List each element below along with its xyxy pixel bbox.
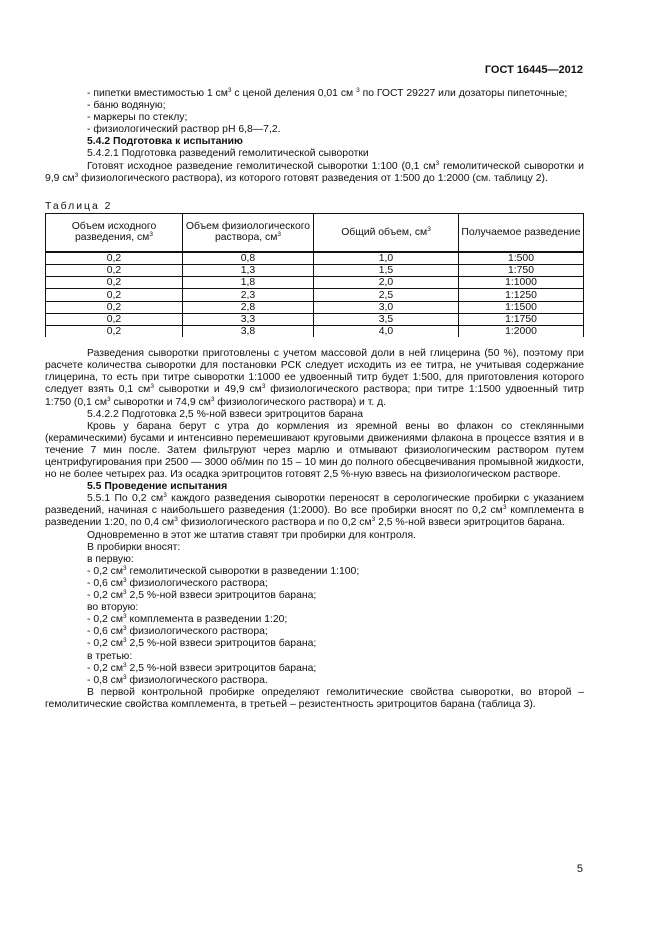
table-cell: 2,8 [183, 301, 314, 313]
table-cell: 3,3 [183, 313, 314, 325]
paragraph: Кровь у барана берут с утра до кормления из яремной вены во флакон со стеклянными (керамическими) бусами и интенсивно перемешивают круговыми движениями флакона в процессе взятия и в течение 7 мин после. Затем фильтруют через марлю и отмывают физиологическим раствором путем центрифугирования при 2500 — 3000 об/мин по 15 – 10 мин до полного обесцвечивания промывной жидкости, но не более четырех раз. Из осадка эритроцитов готовят 2,5 %-ную взвесь на физиологическом растворе. [45, 420, 584, 481]
table-header: Объем физиологического раствора, $см^3$ [183, 213, 314, 252]
table-cell: 1:1750 [459, 313, 584, 325]
list-item: - 0,2 $см^3$ гемолитической сыворотки в разведении 1:100; [87, 564, 360, 577]
table-cell: 0,2 [46, 325, 183, 337]
list-item: - 0,8 $см^3$ физиологического раствора. [87, 673, 268, 686]
list-item: - 0,6 $см^3$ физиологического раствора; [87, 576, 268, 589]
list-item: - 0,2 $см^3$ 2,5 %-ной взвеси эритроцитов барана; [87, 661, 317, 674]
table-cell: 0,2 [46, 265, 183, 277]
table-cell: 2,3 [183, 289, 314, 301]
table-header: Общий объем, $см^3$ [314, 213, 459, 252]
table-cell: 1,5 [314, 265, 459, 277]
table-cell: 1,3 [183, 265, 314, 277]
table-cell: 0,2 [46, 301, 183, 313]
subsection-heading: 5.4.2.2 Подготовка 2,5 %-ной взвеси эритроцитов барана [87, 408, 364, 420]
list-item: - физиологический раствор рН 6,8—7,2. [87, 124, 281, 136]
list-label: во вторую: [87, 602, 139, 614]
table-cell: 4,0 [314, 325, 459, 337]
table-cell: 0,8 [183, 252, 314, 265]
table-cell: 1:2000 [459, 325, 584, 337]
table-cell: 1:1000 [459, 277, 584, 289]
paragraph: В первой контрольной пробирке определяют гемолитические свойства сыворотки, во второй – гемолитические свойства комплемента, в третьей – резистентность эритроцитов барана (таблица 3). [45, 686, 584, 710]
table-cell: 3,0 [314, 301, 459, 313]
table-cell: 1,8 [183, 277, 314, 289]
table-cell: 1:1500 [459, 301, 584, 313]
table-row [46, 313, 584, 325]
table-caption: Таблица 2 [45, 200, 113, 212]
table-cell: 1:500 [459, 252, 584, 265]
table-cell: 1,0 [314, 252, 459, 265]
list-item: - баню водяную; [87, 100, 166, 112]
list-item: - 0,2 $см^3$ комплемента в разведении 1:20; [87, 613, 288, 626]
list-item: - 0,2 $см^3$ 2,5 %-ной взвеси эритроцитов барана; [87, 637, 317, 650]
list-item: - пипетки вместимостью 1 $см^3$ с ценой деления 0,01 см $^3$ по ГОСТ 29227 или дозаторы пипеточные; [87, 87, 568, 99]
list-label: в первую: [87, 553, 134, 565]
table-cell: 2,5 [314, 289, 459, 301]
list-item: - 0,2 $см^3$ 2,5 %-ной взвеси эритроцитов барана; [87, 589, 317, 602]
table-row [46, 289, 584, 301]
table-header: Объем исходного разведения, $см^3$ [46, 213, 183, 252]
document-body [45, 88, 584, 711]
paragraph: 5.5.1 По 0,2 $см^3$ каждого разведения сыворотки переносят в серологические пробирки с указанием разведений, начиная с наибольшего разведения (1:2000). Во все пробирки вносят по 0,2 $см^3$ комплемента в разведении 1:20, по 0,4 $см^3$ физиологического раствора и по 0,2 $см^3$ 2,5 %-ной взвеси эритроцитов барана. [45, 492, 584, 529]
subsection-heading: 5.4.2.1 Подготовка разведений гемолитической сыворотки [87, 148, 369, 160]
paragraph: В пробирки вносят: [87, 541, 181, 553]
list-item: - 0,6 $см^3$ физиологического раствора; [87, 625, 268, 638]
table-header: Получаемое разведение [459, 213, 584, 252]
paragraph: Одновременно в этот же штатив ставят три пробирки для контроля. [87, 529, 416, 541]
dilution-table [45, 213, 584, 337]
section-heading: 5.4.2 Подготовка к испытанию [87, 136, 243, 148]
document-header: ГОСТ 16445—2012 [484, 64, 583, 76]
table-cell: 2,0 [314, 277, 459, 289]
table-cell: 0,2 [46, 289, 183, 301]
table-cell: 3,8 [183, 325, 314, 337]
section-heading: 5.5 Проведение испытания [87, 481, 228, 493]
table-cell: 0,2 [46, 252, 183, 265]
table-row [46, 325, 584, 337]
list-label: в третью: [87, 650, 133, 662]
table-row [46, 265, 584, 277]
paragraph: Разведения сыворотки приготовлены с учетом массовой доли в ней глицерина (50 %), поэтому при расчете количества сыворотки для постановки РСК следует исходить из ее титра, не учитывая содержание глицерина, то есть при титре сыворотки 1:1000 ее удвоенный титр будет 1:500, для приготовления которого следует взять 0,1 $см^3$ сыворотки и 49,9 $см^3$ физиологического раствора; при титре 1:1500 удвоенный титр 1:750 (0,1 $см^3$ сыворотки и 74,9 $см^3$ физиологического раствора) и т. д. [45, 348, 584, 408]
table-cell: 1:1250 [459, 289, 584, 301]
table-cell: 0,2 [46, 313, 183, 325]
page-number: 5 [576, 863, 583, 875]
table-cell: 3,5 [314, 313, 459, 325]
list-item: - маркеры по стеклу; [87, 112, 188, 124]
table-row [46, 252, 584, 265]
paragraph: Готовят исходное разведение гемолитической сыворотки 1:100 (0,1 $см^3$ гемолитической сыворотки и 9,9 $см^3$ физиологического раствора), из которого готовят разведения от 1:500 до 1:2000 (см. таблицу 2). [45, 159, 584, 184]
table-cell: 0,2 [46, 277, 183, 289]
table-cell: 1:750 [459, 265, 584, 277]
table-row [46, 277, 584, 289]
table-row [46, 301, 584, 313]
